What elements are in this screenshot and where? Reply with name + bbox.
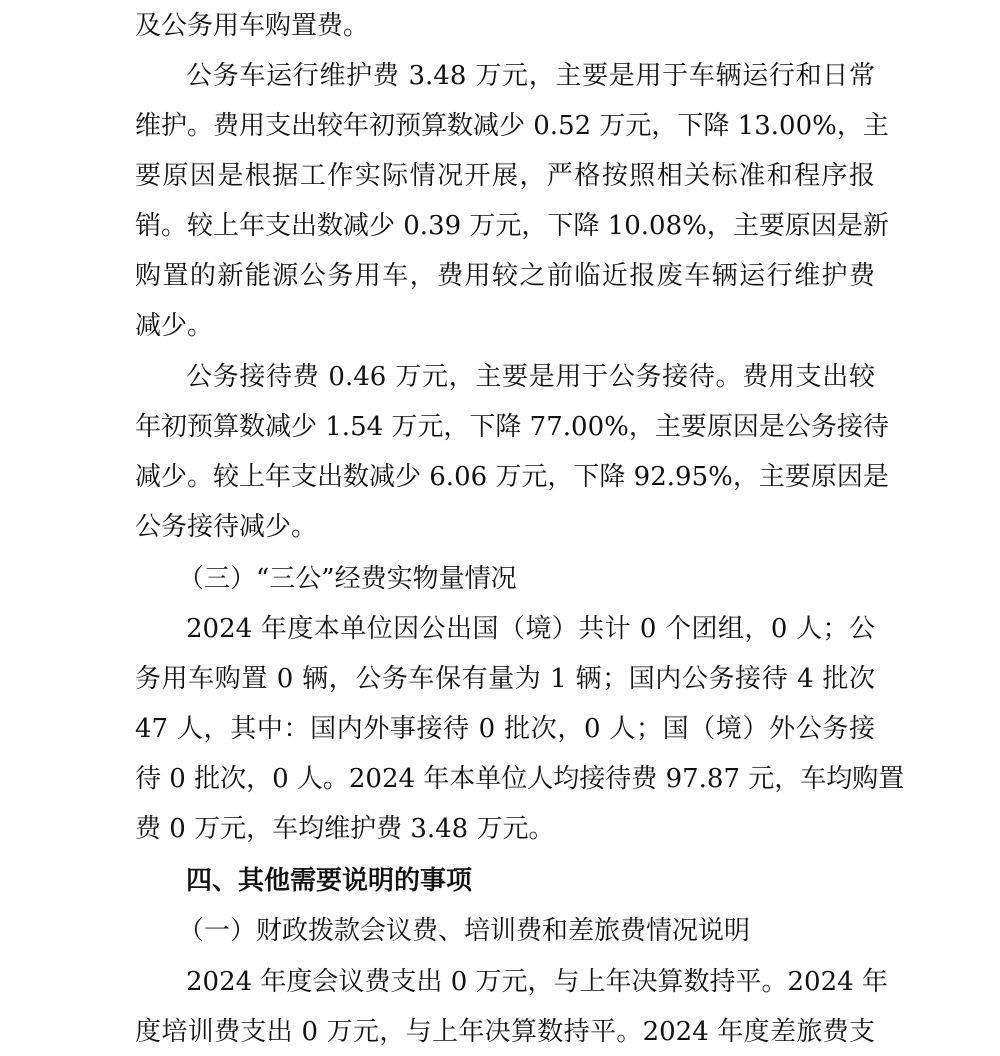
paragraph-line: 减少。 <box>135 311 214 341</box>
paragraph-line: 47 人，其中：国内外事接待 0 批次，0 人；国（境）外公务接 <box>135 714 875 744</box>
paragraph-line: 2024 年度本单位因公出国（境）共计 0 个团组，0 人；公 <box>186 614 875 644</box>
paragraph-line: 销。较上年支出数减少 0.39 万元，下降 10.08%，主要原因是新 <box>135 211 889 241</box>
paragraph-line: 及公务用车购置费。 <box>135 11 370 41</box>
section-heading: （一）财政拨款会议费、培训费和差旅费情况说明 <box>178 916 751 946</box>
paragraph-line: 购置的新能源公务用车，费用较之前临近报废车辆运行维护费 <box>135 261 875 291</box>
section-heading: （三）“三公”经费实物量情况 <box>178 564 517 594</box>
paragraph-line: 公务接待减少。 <box>135 512 318 542</box>
paragraph-line: 待 0 批次，0 人。2024 年本单位人均接待费 97.87 元，车均购置 <box>135 764 905 794</box>
paragraph-line: 务用车购置 0 辆，公务车保有量为 1 辆；国内公务接待 4 批次 <box>135 664 875 694</box>
paragraph-line: 年初预算数减少 1.54 万元，下降 77.00%，主要原因是公务接待 <box>135 412 889 442</box>
paragraph-line: 度培训费支出 0 万元，与上年决算数持平。2024 年度差旅费支 <box>135 1017 875 1047</box>
paragraph-line: 减少。较上年支出数减少 6.06 万元，下降 92.95%，主要原因是 <box>135 462 889 492</box>
paragraph-line: 公务接待费 0.46 万元，主要是用于公务接待。费用支出较 <box>186 362 875 392</box>
paragraph-line: 2024 年度会议费支出 0 万元，与上年决算数持平。2024 年 <box>186 967 888 997</box>
paragraph-line: 要原因是根据工作实际情况开展，严格按照相关标准和程序报 <box>135 161 875 191</box>
paragraph-line: 费 0 万元，车均维护费 3.48 万元。 <box>135 814 555 844</box>
paragraph-line: 维护。费用支出较年初预算数减少 0.52 万元，下降 13.00%，主 <box>135 111 889 141</box>
paragraph-line: 公务车运行维护费 3.48 万元，主要是用于车辆运行和日常 <box>186 61 875 91</box>
chapter-heading: 四、其他需要说明的事项 <box>186 866 473 896</box>
